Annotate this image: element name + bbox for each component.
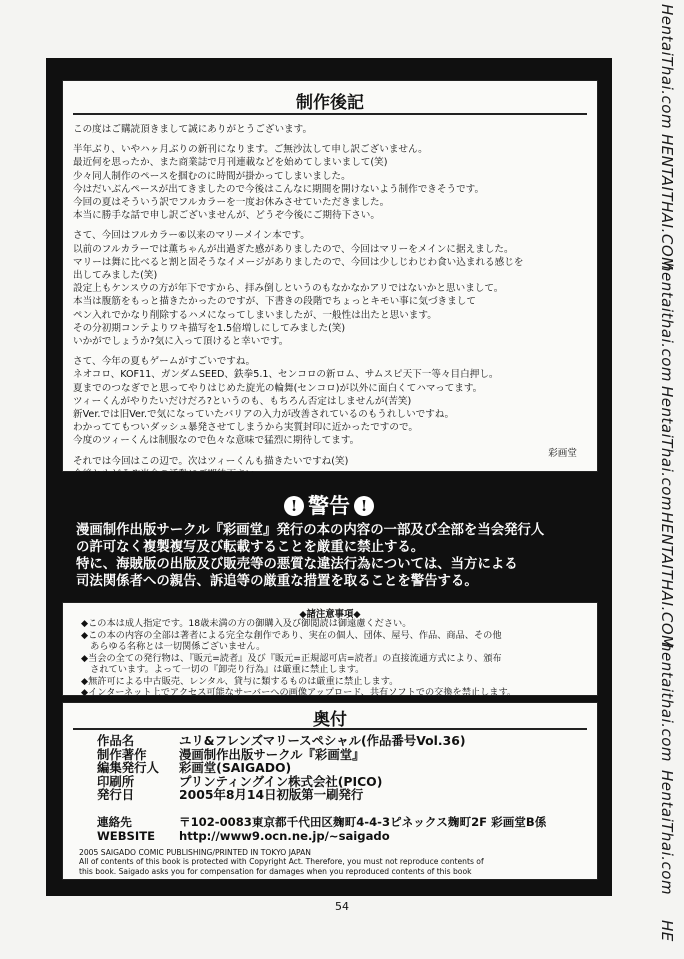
notes-box [62,602,598,696]
watermark-text: HentaiThai.com [658,386,676,512]
afterword-paragraph [73,123,587,136]
colophon-value: 彩画堂(SAIGADO) [179,760,292,776]
afterword-line: 以前のフルカラーでは薫ちゃんが出過ぎた感がありましたので、今回はマリーをメインに据えました。 [73,243,514,255]
afterword-line: ツィーくんがやりたいだけだろ?というのも、もちろん否定はしませんが(苦笑) [73,395,412,407]
colophon-key: 作品名 [97,733,135,748]
afterword-line: 本当に勝手な話で申し訳ございませんが、どうぞ今後にご期待下さい。 [73,210,380,222]
notes-line: あらゆる名称とは一切関係ございません。 [81,641,266,652]
divider [73,728,587,730]
notes-line: されています。よって一切の『卸売り行為』は厳重に禁止します。 [81,664,365,675]
afterword-line: さて、今回はフルカラー⑥以来のマリーメイン本です。 [73,230,310,242]
afterword-line: マリーは舞に比べると割と固そうなイメージがありましたので、今回は少しじわじわ食い込まれる感じを [73,256,524,268]
colophon-title: 奥付 [313,710,347,730]
contact-table [97,815,546,843]
colophon-value: プリンティングイン株式会社(PICO) [179,773,383,789]
notes-line: ◆この本の内容の全部は著者による完全な創作であり、実在の個人、団体、屋号、作品、商品、その他 [81,629,502,641]
afterword-line: 今回の夏はそういう訳でフルカラーを一度お休みさせていただきました。 [73,197,390,209]
watermark-text: HentaiThai.com [658,770,676,896]
afterword-line: 設定上もケンスウの方が年下ですから、拝み倒しというのもなかなかアリではないかと思いまして。 [73,283,504,295]
divider [73,113,587,115]
afterword-line: 少々同人制作のペースを掴むのに時間が掛かってしまいました。 [73,170,351,182]
afterword-line: 新Ver.では旧Ver.で気になっていたバリアの入力が改善されているのもうれしいですね。 [73,409,455,421]
afterword-signature: 彩画堂 [548,448,577,459]
watermark-text: HentaiThai.com [658,4,676,130]
warning-line: 漫画制作出版サークル『彩画堂』発行の本の内容の一部及び全部を当会発行人 [76,522,545,538]
copyright-notice [79,848,589,876]
colophon-value: 漫画制作出版サークル『彩画堂』 [179,746,365,762]
afterword-line: 本当は腹筋をもっと描きたかったのですが、下書きの段階でちょっとキモい事に気づきまして [73,296,476,308]
notes-body [81,618,589,699]
colophon-row [97,748,466,762]
afterword-line: わかっててもついダッシュ暴発させてしまうから実質封印に近かったですので。 [73,422,418,434]
afterword-line: 半年ぶり、いやハヶ月ぶりの新刊になります。ご無沙汰して申し訳ございません。 [73,144,428,156]
colophon-value: ユリ&フレンズマリースペシャル(作品番号Vol.36) [179,733,466,748]
afterword-line: 今後ともどうぞ当会の活動にご期待下さい。 [73,468,265,480]
warning-notice [62,488,596,596]
copyright-line: 2005 SAIGADO COMIC PUBLISHING/PRINTED IN TOKYO JAPAN [79,848,311,857]
contact-key: WEBSITE [97,829,156,843]
afterword-line: 出してみました(笑) [73,270,158,282]
afterword-paragraph [73,143,587,222]
afterword-line: 最近何を思ったか、また商業誌で月刊連載などを始めてしまいまして(笑) [73,157,388,169]
colophon-box [62,702,598,880]
warning-line: の許可なく複製複写及び転載することを厳重に禁止する。 [76,539,425,555]
notes-line: ◆当会の全ての発行物は、『販元=読者』及び『販元=正規認可店=読者』の直接流通方式により、頒布 [81,652,502,664]
colophon-key: 発行日 [97,787,135,803]
notes-line: ◆無許可による中古販売、レンタル、貸与に類するものは厳重に禁止します。 [81,675,399,687]
colophon-table [97,734,466,802]
contact-value: 〒102-0083東京都千代田区麹町4-4-3ピネックス麹町2F 彩画堂B係 [179,815,547,829]
contact-row [97,829,546,843]
colophon-row [97,775,466,789]
afterword-line: ネオコロ、KOF11、ガンダムSEED、鉄拳5.1、センコロの新ロム、サムスピ天下一等々目白押し。 [73,369,499,381]
colophon-row [97,761,466,775]
colophon-key: 制作著作 [97,746,147,762]
afterword-body [73,123,587,488]
afterword-line: ペン入れでかなり削除するハメになってしまいましたが、一般性は出たと思います。 [73,309,437,321]
afterword-line: それでは今回はこの辺で。次はツィーくんも描きたいですね(笑) [73,455,349,467]
watermark-text: hentaithai.com [658,642,676,763]
contact-key: 連絡先 [97,815,132,829]
colophon-row [97,788,466,802]
notes-line: ◆この本は成人指定です。18歳未満の方の御購入及び御閲読は御遠慮ください。 [81,618,412,629]
website-url: http://www9.ocn.ne.jp/~saigado [179,829,390,843]
colophon-row [97,734,466,748]
afterword-paragraph [73,355,587,447]
afterword-line: その分初期コンテよりワキ描写を1.5倍増しにしてみました(笑) [73,322,346,334]
watermark-text: HENTAITHAI.COM [658,512,676,649]
afterword-title: 制作後記 [296,93,364,113]
page-number: 54 [335,900,349,913]
contact-row [97,815,546,829]
colophon-key: 編集発行人 [97,760,159,776]
exclamation-icon: ! [354,496,374,516]
afterword-line: 夏までのつなぎでと思ってやりはじめた旋光の輪舞(センコロ)が以外に面白くてハマってます。 [73,382,483,394]
watermark-strip [652,0,684,959]
watermark-text: hentaithai.com [658,262,676,383]
warning-line: 特に、海賊版の出版及び販売等の悪質な違法行為については、当方による [76,556,518,572]
colophon-value: 2005年8月14日初版第一刷発行 [179,787,364,803]
watermark-text: HENTAITHAI.COM [658,134,676,271]
notes-title: ◆諸注意事項◆ [299,609,361,620]
afterword-line: 今はだいぶんペースが出てきましたので今後はこんなに期間を開けないよう制作できそうです。 [73,183,485,195]
afterword-paragraph [73,455,587,481]
copyright-line: All of contents of this book is protected with Copyright Act. Therefore, you must not reproduce contents of [79,857,484,867]
copyright-line: this book. Saigado asks you for compensation for damages when you reproduced contents of this book [79,866,472,876]
colophon-key: 印刷所 [97,773,135,789]
warning-title [62,490,596,520]
warning-line: 司法関係者への親告、訴追等の厳重な措置を取ることを警告する。 [76,573,478,589]
warning-body [76,522,586,590]
afterword-box [62,80,598,480]
exclamation-icon: ! [284,496,304,516]
notes-line: ◆インターネット上でアクセス可能なサーバーへの画像アップロード、共有ソフトでの交換を禁止します。 [81,687,517,698]
warning-title-text: 警告 [308,493,350,518]
afterword-line: この度はご購読頂きまして誠にありがとうございます。 [73,124,313,135]
afterword-paragraph [73,229,587,348]
afterword-line: 今度のツィーくんは制服なので色々な意味で猛烈に期待してます。 [73,435,360,447]
afterword-line: いかがでしょうか?気に入って頂けると幸いです。 [73,336,289,348]
watermark-text: HE [658,920,676,942]
afterword-line: さて、今年の夏もゲームがすごいですね。 [73,356,256,368]
